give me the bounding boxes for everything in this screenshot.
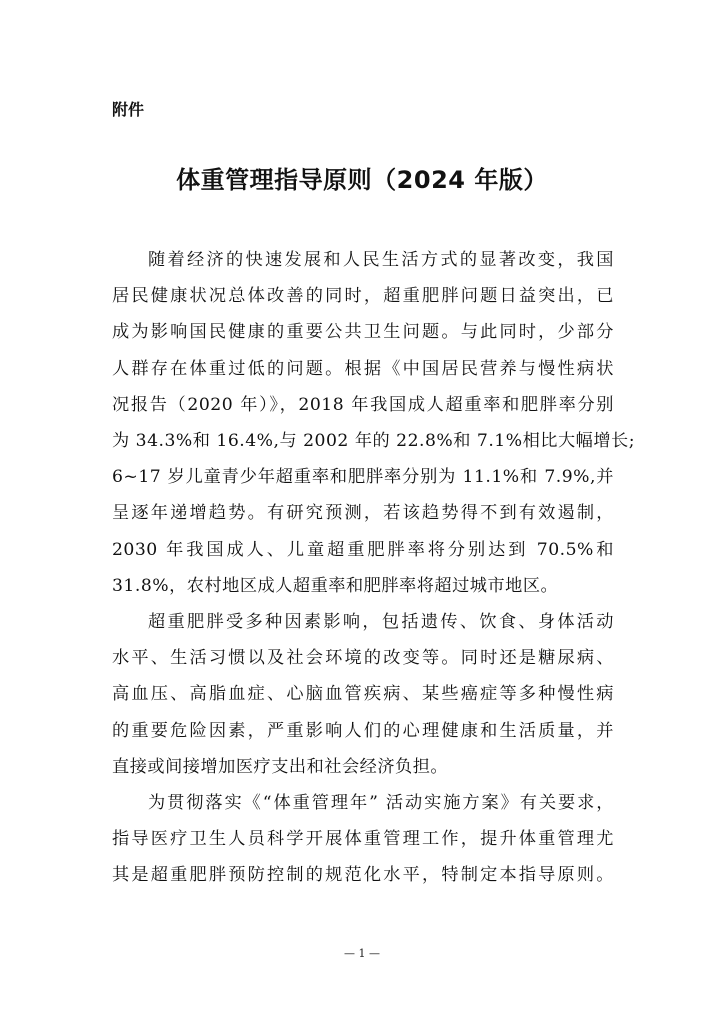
paragraph-line: 其是超重肥胖预防控制的规范化水平，特制定本指导原则。 — [112, 865, 614, 886]
paragraph-line: 指导医疗卫生人员科学开展体重管理工作，提升体重管理尤 — [112, 829, 614, 850]
paragraph-line: 超重肥胖受多种因素影响，包括遗传、饮食、身体活动 — [148, 612, 614, 633]
paragraph-2 — [112, 604, 614, 785]
paragraph-line: 为贯彻落实《“体重管理年” 活动实施方案》有关要求， — [148, 793, 614, 814]
paragraph-3 — [112, 785, 614, 894]
paragraph-line: 人群存在体重过低的问题。根据《中国居民营养与慢性病状 — [112, 358, 614, 379]
page-number: — 1 — — [344, 947, 380, 960]
paragraph-line: 6~17 岁儿童青少年超重率和肥胖率分别为 11.1%和 7.9%,并 — [112, 467, 614, 488]
paragraph-line: 直接或间接增加医疗支出和社会经济负担。 — [112, 756, 449, 777]
attachment-label: 附件 — [112, 100, 145, 119]
document-body — [112, 242, 635, 894]
paragraph-line: 为 34.3%和 16.4%,与 2002 年的 22.8%和 7.1%相比大幅增长; — [112, 431, 635, 452]
paragraph-line: 呈逐年递增趋势。有研究预测，若该趋势得不到有效遏制， — [112, 503, 614, 524]
paragraph-1 — [112, 242, 635, 604]
paragraph-line: 高血压、高脂血症、心脑血管疾病、某些癌症等多种慢性病 — [112, 684, 614, 705]
paragraph-line: 况报告（2020 年）》，2018 年我国成人超重率和肥胖率分别 — [112, 394, 614, 415]
paragraph-line: 居民健康状况总体改善的同时，超重肥胖问题日益突出，已 — [112, 286, 614, 307]
paragraph-line: 成为影响国民健康的重要公共卫生问题。与此同时，少部分 — [112, 322, 614, 343]
paragraph-line: 随着经济的快速发展和人民生活方式的显著改变，我国 — [148, 250, 614, 270]
paragraph-line: 水平、生活习惯以及社会环境的改变等。同时还是糖尿病、 — [112, 648, 614, 669]
document-title: 体重管理指导原则（2024 年版） — [176, 166, 548, 194]
paragraph-line: 31.8%，农村地区成人超重率和肥胖率将超过城市地区。 — [112, 575, 559, 596]
paragraph-line: 的重要危险因素，严重影响人们的心理健康和生活质量，并 — [112, 720, 614, 741]
paragraph-line: 2030 年我国成人、儿童超重肥胖率将分别达到 70.5%和 — [112, 539, 614, 560]
